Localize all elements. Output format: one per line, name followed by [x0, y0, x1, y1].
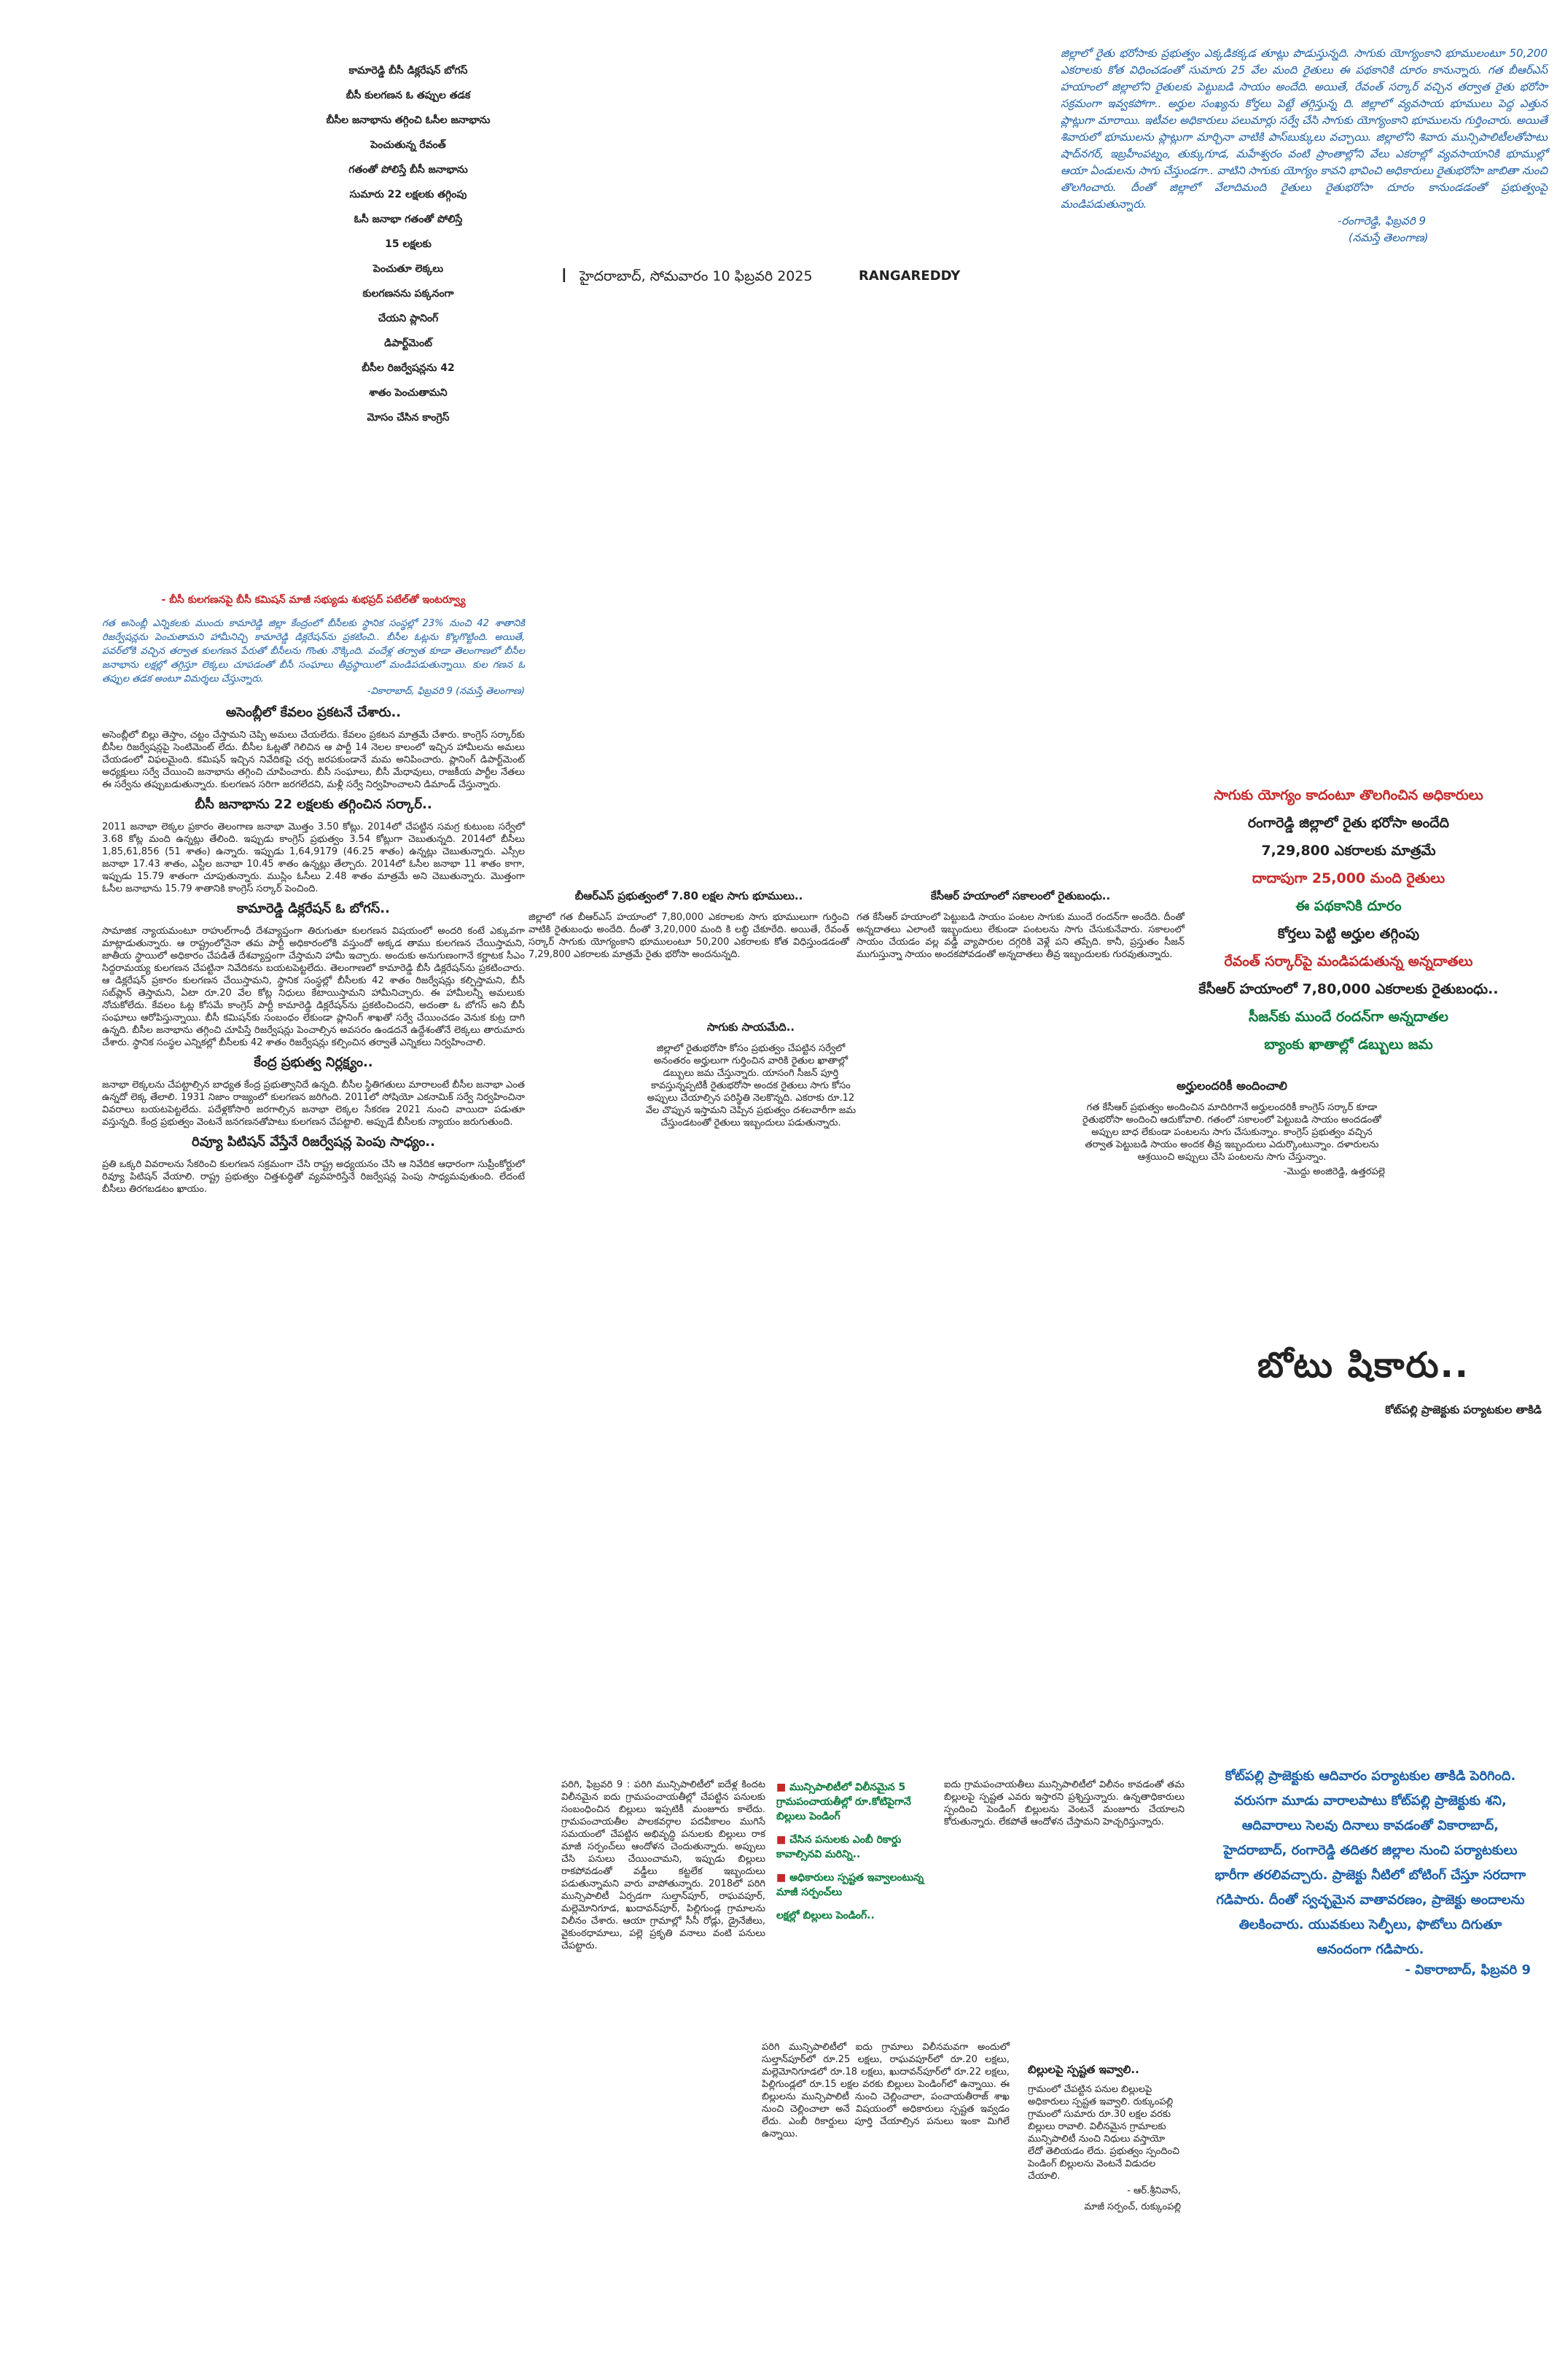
bc-section-heading: కామారెడ్డి డిక్లరేషన్ ఓ బోగస్..	[237, 901, 390, 916]
ardhulu-sig: -మొద్దు అంజిరెడ్డి, ఉత్తరపల్లె	[1283, 1166, 1385, 1177]
brs-column	[528, 889, 849, 961]
square-bullet-icon: ■	[776, 1782, 787, 1793]
bc-section-text: అసెంబ్లీలో బిల్లు తెస్తాం, చట్టం చేస్తామని చెప్పి అమలు చేయలేదు. కేవలం ప్రకటన మాత్రమే చేశారు. కాంగ్రెస్ సర్కార్‌కు బీసీల రిజర్వేషన్లపై సెంటిమెంట్ లేదు. బీసీల ఓట్లతో గెలిచిన ఆ పార్టీ 14 నెలల కాలంలో ఇచ్చిన హామీలను అమలు చేయడంలో విఫలమైంది. కమిషన్ ఇచ్చిన నివేదికపై చర్చ జరపకుండానే మమ అనిపించారు. ప్లానింగ్ డిపార్ట్‌మెంట్ అధ్యక్షులు సర్వే చేయించి జనాభాను తగ్గించి చూపించారు. బీసీ సంఘాలు, బీసీ మేధావులు, రాజకీయ పార్టీల నేతలు ఈ సర్వేను తప్పుబడుతున్నారు. కులగణన సరిగా జరగలేదని, మళ్లీ సర్వే నిర్వహించాలని డిమాండ్ చేస్తున్నారు.	[102, 730, 525, 790]
headline-line: పెంచుతున్న రేవంత్	[370, 139, 446, 151]
kcr-text: గత కేసీఆర్ హయాంలో పెట్టుబడి సాయం పంటల సాగుకు ముందే రందన్‌గా అందేది. దీంతో అన్నదాతలు ఎలాంటి ఇబ్బందులు లేకుండా పంటలను సాగు చేసుకునేవారు. సకాలంలో సాయం చేయడం వల్ల వడ్డీ వ్యాపారుల దగ్గరికి వెళ్లే పని తప్పేది. కానీ, ప్రస్తుతం సీజన్ ముగుస్తున్నా సాయం అందకపోవడంతో అన్నదాతలు తీవ్ర ఇబ్బందులకు గురవుతున్నారు.	[856, 912, 1185, 960]
sagu-column	[641, 1021, 860, 1129]
botu-text: కోట్‌పల్లి ప్రాజెక్టుకు ఆదివారం పర్యాటకుల తాకిడి పెరిగింది. వరుసగా మూడు వారాలపాటు కోట్‌పల్లి ప్రాజెక్టుకు శని, ఆదివారాలు సెలవు దినాలు కావడంతో వికారాబాద్, హైదరాబాద్, రంగారెడ్డి తదితర జిల్లాల నుంచి పర్యాటకులు భారీగా తరలివచ్చారు. ప్రాజెక్టు నీటిలో బోటింగ్ చేస్తూ సరదాగా గడిపారు. దీంతో స్వచ్ఛమైన వాతావరణం, ప్రాజెక్టు అందాలను తిలకించారు. యువకులు సెల్ఫీలు, ఫొటోలు దిగుతూ ఆనందంగా గడిపారు.	[1214, 1768, 1526, 1957]
rythu-headline-block	[1159, 781, 1538, 1058]
bc-section-text: ప్రతి ఒక్కరి వివరాలను సేకరించి కులగణన సక్రమంగా చేసి రాష్ట్ర అధ్యయనం చేసి ఆ నివేదిక ఆధారంగా సుప్రీంకోర్టులో రివ్యూ పిటిషన్ వేయాలి. రాష్ట్ర ప్రభుత్వం చిత్తశుద్ధితో వ్యవహరిస్తేనే రిజర్వేషన్ల పెంపు సాధ్యమవుతుంది. లేదంటే బీసీలు తిరగబడటం ఖాయం.	[102, 1159, 525, 1195]
sagu-heading: సాగుకు సాయమేది..	[706, 1021, 795, 1034]
square-bullet-icon: ■	[776, 1872, 787, 1884]
bc-section-heading: కేంద్ర ప్రభుత్వ నిర్లక్ష్యం..	[254, 1055, 373, 1070]
municipal-points	[776, 1780, 933, 1923]
ardhulu-text: గత కేసీఆర్ ప్రభుత్వం అందించిన మాదిరిగానే అర్హులందరికీ కాంగ్రెస్ సర్కార్ కూడా రైతుభరోసా అందించి ఆదుకోవాలి. గతంలో సకాలంలో పెట్టుబడి సాయం అందడంతో అప్పుల బాధ లేకుండా పంటలను సాగు చేసుకున్నాం. కాంగ్రెస్ ప్రభుత్వం వచ్చిన తర్వాత పెట్టుబడి సాయం అందక తీవ్ర ఇబ్బందులు ఎదుర్కొంటున్నాం. దళారులను ఆశ్రయించి అప్పులు చేసి పంటలను సాగు చేస్తున్నాం.	[1082, 1102, 1381, 1163]
headline-line: కామారెడ్డి బీసీ డిక్లరేషన్ బోగస్	[348, 65, 468, 77]
bc-article	[102, 594, 525, 1195]
top-right-paragraph: జిల్లాలో రైతు భరోసాకు ప్రభుత్వం ఎక్కడికక్కడ తూట్లు పొడుస్తున్నది. సాగుకు యోగ్యంకాని భూములంటూ 50,200 ఎకరాలకు కోత విధించడంతో సుమారు 25 వేల మంది రైతులు ఈ పథకానికి దూరం కానున్నారు. గత బీఆర్ఎస్ హయాంలో జిల్లాలోని రైతులకు పెట్టుబడి సాయం అందేది. అయితే, రేవంత్ సర్కార్ వచ్చిన తర్వాత రైతు భరోసా సక్రమంగా ఇవ్వకపోగా.. అర్హుల సంఖ్యను కోర్తలు పెట్టే తగ్గిస్తున్న ది. జిల్లాలో వ్యవసాయ భూములు పెద్ద ఎత్తున ప్లాట్లుగా మారాయి. ఇటీవల అధికారులు పలుమార్లు సర్వే చేసి సాగుకు యోగ్యంకాని భూములను గుర్తించారు. అయితే శివారులో భూములను ప్లాట్లుగా మార్చినా వాటికి పాస్‌బుక్కులు వచ్చాయి. జిల్లాలోని శివారు మున్సిపాలిటీలతోపాటు షాద్‌నగర్, ఇబ్రహీంపట్నం, తుక్కుగూడ, మహేశ్వరం వంటి ప్రాంతాల్లోని వేలు ఎకరాల్లో వ్యవసాయానికి భూముల్లో ఆయా ఏండులను సాగు చేస్తుండగా.. వాటిని సాగుకు యోగ్యం కావని భావించి అధికారులు రైతుభరోసా జాబితా నుంచి తొలగించారు. దీంతో జిల్లాలో వేలాదిమంది రైతులు రైతుభరోసా దూరం కానుండడంతో ప్రభుత్వంపై మండిపడుతున్నారు.	[1061, 47, 1548, 211]
headline-list	[284, 58, 532, 430]
square-bullet-icon: ■	[776, 1834, 787, 1846]
botu-title-block	[1257, 1345, 1542, 1419]
rythu-line: సీజన్‌కు ముందే రందన్‌గా అన్నదాతల	[1249, 1009, 1448, 1025]
page-marker: I	[561, 265, 567, 287]
rythu-line: 7,29,800 ఎకరాలకు మాత్రమే	[1261, 843, 1436, 859]
headline-line: సుమారు 22 లక్షలకు తగ్గింపు	[349, 189, 467, 200]
municipal-point: ■ మున్సిపాలిటీలో విలీనమైన 5 గ్రామపంచాయతీల్లో రూ.కోటిపైగానే బిల్లులు పెండింగ్	[776, 1782, 911, 1822]
bc-intro: గత అసెంబ్లీ ఎన్నికలకు ముందు కామారెడ్డి జిల్లా కేంద్రంలో బీసీలకు స్థానిక సంస్థల్లో 23% నుంచి 42 శాతానికి రిజర్వేషన్లను పెంచుతామని హామీనిచ్చి కామారెడ్డి డిక్లరేషన్‌ను ప్రకటించి.. బీసీల ఓట్లను కొల్లగొట్టింది. అయితే, పవర్‌లోకి వచ్చిన తర్వాత కులగణన పేరుతో బీసీలను గొంతు నొక్కింది. వందేళ్ల తర్వాత కూడా తెలంగాణలో బీసీల జనాభాను లక్షల్లో తగ్గిస్తూ లెక్కలు చూపడంతో బీసీ సంఘాలు తీవ్రస్థాయిలో మండిపడుతున్నాయి. కుల గణన ఓ తప్పుల తడక అంటూ విమర్శలు చేస్తున్నారు.	[102, 618, 525, 684]
bc-section-heading: రివ్యూ పిటిషన్ వేస్తేనే రిజర్వేషన్ల పెంపు సాధ్యం..	[192, 1134, 435, 1150]
botu-title: బోటు షికారు..	[1257, 1345, 1470, 1386]
top-right-story	[1061, 45, 1548, 246]
brs-heading: బీఆర్ఎస్ ప్రభుత్వంలో 7.80 లక్షల సాగు భూములు..	[574, 889, 803, 902]
municipal-col1: పరిగి, ఫిబ్రవరి 9 : పరిగి మున్సిపాలిటీలో ఐదేళ్ల కిందట విలీనమైన ఐదు గ్రామపంచాయతీల్లో చేపట్టిన పనులకు సంబంధించిన బిల్లులు ఇప్పటికీ మంజూరు కాలేదు. గ్రామపంచాయతీల పాలకవర్గాల పదవీకాలం ముగిసే సమయంలో చేపట్టిన అభివృద్ధి పనులకు బిల్లులు రాక మాజీ సర్పంచ్‌లు ఆందోళన చెందుతున్నారు. అప్పులు చేసి పనులు చేయించామని, ఇప్పుడు బిల్లులు రాకపోవడంతో వడ్డీలు కట్టలేక ఇబ్బందులు పడుతున్నామని వారు వాపోతున్నారు. 2018లో పరిగి మున్సిపాలిటీ ఏర్పడగా సుల్తాన్‌పూర్, రాఘవపూర్, మల్లెమోనిగూడ, ఖుదావన్‌పూర్, పిల్లిగుండ్ల గ్రామాలను విలీనం చేశారు. ఆయా గ్రామాల్లో సీసీ రోడ్లు, డ్రైనేజీలు, వైకుంఠధామాలు, పల్లె ప్రకృతి వనాలు వంటి పనులు చేపట్టారు.	[561, 1779, 765, 1951]
headline-line: బీసీల జనాభాను తగ్గించి ఓసీల జనాభాను	[326, 114, 491, 126]
brs-text: జిల్లాలో గత బీఆర్ఎస్ హయాంలో 7,80,000 ఎకరాలకు సాగు భూములుగా గుర్తించి వాటికి రైతుబంధు అందేది. దీంతో 3,20,000 మంది కి లబ్ధి చేకూరేది. అయితే, రేవంత్ సర్కార్ సాగుకు యోగ్యంకాని భూములంటూ 50,200 ఎకరాలకు కోత విధిస్తుండడంతో 7,29,800 ఎకరాలకు మాత్రమే రైతు భరోసా అందనున్నది.	[528, 912, 849, 960]
headline-line: మోసం చేసిన కాంగ్రెస్	[367, 412, 450, 424]
rythu-line: దాదాపుగా 25,000 మంది రైతులు	[1252, 870, 1445, 886]
municipal-subheading: లక్షల్లో బిల్లులు పెండింగ్..	[776, 1910, 875, 1921]
headline-line: డిపార్ట్‌మెంట్	[384, 338, 432, 349]
rythu-line: బ్యాంకు ఖాతాల్లో డబ్బులు జమ	[1264, 1037, 1433, 1053]
bills-box-text: గ్రామంలో చేపట్టిన పనుల బిల్లులపై అధికారులు స్పష్టత ఇవ్వాలి. రుక్కుంపల్లి గ్రామంలో సుమారు రూ.30 లక్షల వరకు బిల్లులు రావాలి. విలీనమైన గ్రామాలకు మున్సిపాలిటీ నుంచి నిధులు వస్తాయో లేదో తెలియడం లేదు. ప్రభుత్వం స్పందించి పెండింగ్ బిల్లులను వెంటనే విడుదల చేయాలి.	[1028, 2084, 1180, 2182]
municipal-col3: ఐదు గ్రామపంచాయతీలు మున్సిపాలిటీలో విలీనం కావడంతో తమ బిల్లులపై స్పష్టత ఎవరు ఇస్తారని ప్రశ్నిస్తున్నారు. ఉన్నతాధికారులు స్పందించి పెండింగ్ బిల్లులను వెంటనే మంజూరు చేయాలని కోరుతున్నారు. లేకపోతే ఆందోళన చేస్తామని హెచ్చరిస్తున్నారు.	[944, 1779, 1185, 1827]
rythu-line: రంగారెడ్డి జిల్లాలో రైతు భరోసా అందేది	[1247, 815, 1450, 831]
botu-subtitle: కోట్‌పల్లి ప్రాజెక్టుకు పర్యాటకుల తాకిడి	[1385, 1403, 1542, 1416]
rythu-line: రేవంత్ సర్కార్‌పై మండిపడుతున్న అన్నదాతలు	[1224, 953, 1473, 969]
kcr-column	[856, 889, 1185, 961]
headline-line: బీసీ కులగణన ఓ తప్పుల తడక	[346, 90, 471, 101]
top-right-place: -రంగారెడ్డి, ఫిబ్రవరి 9	[1338, 214, 1427, 227]
bills-box	[1028, 2063, 1181, 2215]
municipal-point: ■ అధికారులు స్పష్టత ఇవ్వాలంటున్న మాజీ సర్పంచ్‌లు	[776, 1872, 924, 1898]
headline-line: గతంతో పోలిస్తే బీసీ జనాభాను	[348, 164, 468, 176]
rythu-line: సాగుకు యోగ్యం కాదంటూ తొలగించిన అధికారులు	[1214, 787, 1483, 803]
headline-line: కులగణనను పక్కనంగా	[362, 288, 454, 300]
bc-section-text: 2011 జనాభా లెక్కల ప్రకారం తెలంగాణ జనాభా మొత్తం 3.50 కోట్లు. 2014లో చేపట్టిన సమగ్ర కుటుంబ సర్వేలో 3.68 కోట్ల మంది ఉన్నట్లు తేలింది. ఇప్పుడు కాంగ్రెస్ ప్రభుత్వం 3.54 కోట్లుగా చెబుతున్నది. 2014లో బీసీలు 1,85,61,856 (51 శాతం) ఉన్నారు. ఇప్పుడు 1,64,9179 (46.25 శాతం) ఉన్నట్లు చెబుతున్నారు. ఎస్సీల జనాభా 17.43 శాతం, ఎస్టీల జనాభా 10.45 శాతం ఉన్నట్లు తేల్చారు. 2014లో ఓసీల జనాభా 11 శాతం కాగా, ఇప్పుడు 15.79 శాతంగా చూపుతున్నారు. ముస్లిం ఓసీలు 2.48 శాతం మాత్రమే అని చెబుతున్నారు. మొత్తంగా ఓసీల జనాభాను 15.79 శాతానికి కాంగ్రెస్ సర్కార్ పెంచింది.	[102, 822, 525, 894]
bc-section-text: జనాభా లెక్కలను చేపట్టాల్సిన బాధ్యత కేంద్ర ప్రభుత్వానిదే ఉన్నది. బీసీల స్థితిగతులు మారాలంటే బీసీల జనాభా ఎంత ఉన్నదో లెక్క తేలాలి. 1931 నిజాం రాజ్యంలో కులగణన జరిగింది. 2011లో సోషియో ఎకనామిక్ సర్వే నిర్వహించినా వివరాలు బయటపెట్టలేదు. పదేళ్లకోసారి జరగాల్సిన జనాభా లెక్కల సేకరణ 2021 నుంచి వాయిదా పడుతూ వస్తున్నది. కేంద్ర ప్రభుత్వం వెంటనే జనగణనతోపాటు కులగణన చేపట్టాలి. అప్పుడే బీసీలకు న్యాయం జరుగుతుంది.	[102, 1080, 525, 1128]
bc-section-heading: అసెంబ్లీలో కేవలం ప్రకటనే చేశారు..	[225, 705, 402, 720]
headline-line: శాతం పెంచుతామని	[369, 387, 448, 399]
rythu-line: కోర్తలు పెట్టి అర్హుల తగ్గింపు	[1277, 926, 1420, 942]
sagu-text: జిల్లాలో రైతుభరోసా కోసం ప్రభుత్వం చేపట్టిన సర్వేలో అనంతరం అర్హులుగా గుర్తించిన వారికి రైతుల ఖాతాల్లో డబ్బులు జమ చేస్తున్నారు. యాసంగి సీజన్ పూర్తి కావస్తున్నప్పటికీ రైతుభరోసా అందక రైతులు సాగు కోసం అప్పులు చేయాల్సిన పరిస్థితి నెలకొన్నది. ఎకరాకు రూ.12 వేల చొప్పున ఇస్తామని చెప్పిన ప్రభుత్వం దశలవారీగా జమ చేస్తుండటంతో రైతులు ఇబ్బందులు పడుతున్నారు.	[645, 1043, 856, 1128]
section-name: RANGAREDDY	[859, 268, 961, 284]
headline-line: 15 లక్షలకు	[385, 238, 432, 250]
headline-line: చేయని ప్లానింగ్	[378, 313, 439, 324]
rythu-line: ఈ పథకానికి దూరం	[1295, 898, 1402, 914]
botu-sig: - వికారాబాద్, ఫిబ్రవరి 9	[1405, 1962, 1531, 1978]
top-right-paper: (నమస్తే తెలంగాణ)	[1349, 231, 1429, 244]
ardhulu-column	[1079, 1079, 1385, 1179]
bills-box-sig-role: మాజీ సర్పంచ్, రుక్కుంపల్లి	[1084, 2201, 1181, 2212]
bc-section-text: సామాజిక న్యాయమంటూ రాహుల్‌గాంధీ దేశవ్యాప్తంగా తిరుగుతూ కులగణన విషయంలో అందరి కంటే ఎక్కువగా మాట్లాడుతున్నారు. ఆ రాష్ట్రంలోనైనా తమ పార్టీ అధికారంలోకి వస్తుందో అక్కడ తాము కులగణన చేయిస్తామని, జాతీయ స్థాయిలో అధికారం చేపడితే దేశవ్యాప్తంగా చేస్తామని హామీ ఇచ్చారు. అందుకు అనుగుణంగానే కర్ణాటక సీఎం సిద్దరామయ్య కులగణన చేపట్టినా నివేదికను బయటపెట్టలేదు. తెలంగాణలో కామారెడ్డి బీసీ డిక్లరేషన్‌ను ప్రకటించారు. ఆ డిక్లరేషన్ ప్రకారం కులగణన చేయిస్తామని, స్థానిక సంస్థల్లో బీసీలకు 42 శాతం రిజర్వేషన్లు కల్పిస్తామని, బీసీ సబ్‌ప్లాన్ తెస్తామని, ఏటా రూ.20 వేల కోట్ల నిధులు కేటాయిస్తామని హామీనిచ్చారు. ఈ హామీలన్నీ అమలుకు నోచుకోలేదు. కేవలం ఓట్ల కోసమే కాంగ్రెస్ పార్టీ కామారెడ్డి డిక్లరేషన్‌ను ప్రకటించిందని, అదంతా ఓ బోగస్ అని బీసీ సంఘాలు ఆరోపిస్తున్నాయి. బీసీ కమిషన్‌కు సంబంధం లేకుండా ప్లానింగ్ శాఖతో సర్వే చేయించడం వెనుక కుట్ర దాగి ఉన్నది. బీసీల జనాభాను తగ్గించి చూపిస్తే రిజర్వేషన్లు పెంచాల్సిన అవసరం ఉండదనే ఉద్దేశంతోనే లెక్కలు తారుమారు చేశారు. స్థానిక సంస్థల ఎన్నికల్లో బీసీలకు 42 శాతం రిజర్వేషన్లు కల్పించిన తర్వాతే ఎన్నికలు నిర్వహించాలి.	[102, 926, 525, 1048]
bc-intro-sig: -వికారాబాద్, ఫిబ్రవరి 9 (నమస్తే తెలంగాణ)	[367, 686, 525, 697]
headline-line: పెంచుతూ లెక్కలు	[372, 263, 444, 275]
bills-box-sig-name: - ఆర్.శ్రీనివాస్,	[1127, 2185, 1181, 2196]
municipal-point: ■ చేసిన పనులకు ఎంబీ రికార్డు కావాల్సినవి మరిన్ని..	[776, 1834, 902, 1860]
rythu-line: కేసీఆర్ హయాంలో 7,80,000 ఎకరాలకు రైతుబంధు..	[1198, 981, 1499, 997]
botu-story	[1210, 1764, 1531, 1981]
ardhulu-heading: అర్హులందరికీ అందించాలి	[1176, 1079, 1287, 1093]
bc-kicker: - బీసీ కులగణనపై బీసీ కమిషన్ మాజీ సభ్యుడు శుభప్రద్ పటేల్‌తో ఇంటర్వ్యూ	[161, 594, 466, 606]
kcr-heading: కేసీఆర్ హయాంలో సకాలంలో రైతుబంధు..	[930, 889, 1111, 902]
headline-line: బీసీల రిజర్వేషన్లను 42	[362, 362, 455, 374]
bc-section-heading: బీసీ జనాభాను 22 లక్షలకు తగ్గించిన సర్కార్..	[195, 797, 432, 812]
dateline: హైదరాబాద్, సోమవారం 10 ఫిబ్రవరి 2025	[580, 268, 813, 284]
bills-box-heading: బిల్లులపై స్పష్టత ఇవ్వాలి..	[1028, 2063, 1139, 2076]
headline-line: ఓసీ జనాభా గతంతో పోలిస్తే	[354, 214, 463, 225]
municipal-col2: పరిగి మున్సిపాలిటీలో ఐదు గ్రామాలు విలీనమవగా అందులో సుల్తాన్‌పూర్‌లో రూ.25 లక్షలు, రాఘవపూర్‌లో రూ.20 లక్షలు, మల్లెమోనిగూడలో రూ.18 లక్షలు, ఖుదావన్‌పూర్‌లో రూ.22 లక్షలు, పిల్లిగుండ్లలో రూ.15 లక్షల వరకు బిల్లులు పెండింగ్‌లో ఉన్నాయి. ఈ బిల్లులను మున్సిపాలిటీ నుంచి చెల్లించాలా, పంచాయతీరాజ్ శాఖ నుంచి చెల్లించాలా అనే విషయంలో అధికారులు స్పష్టత ఇవ్వడం లేదు. ఎంబీ రికార్డులు పూర్తి చేయాల్సిన పనులు ఇంకా మిగిలే ఉన్నాయి.	[762, 2042, 1010, 2139]
